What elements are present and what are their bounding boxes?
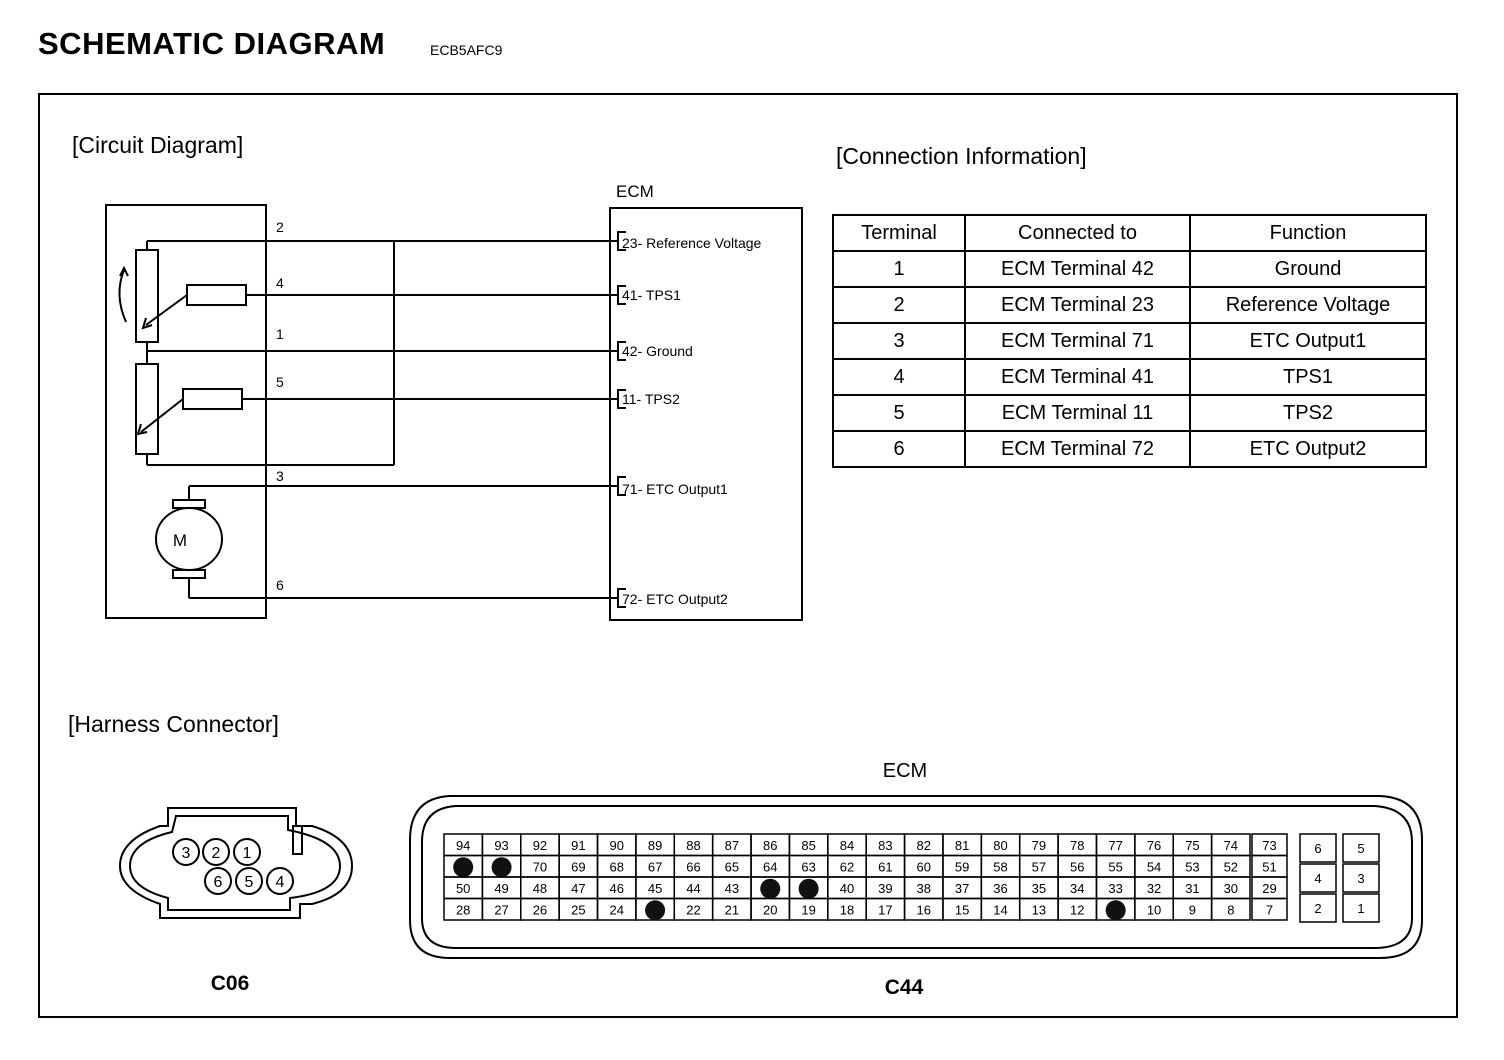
c44-terminal-number: 88	[686, 837, 701, 853]
c44-terminal-number: 36	[993, 880, 1008, 896]
c44-terminal-number: 25	[571, 902, 586, 918]
c44-terminal-number: 76	[1146, 837, 1162, 853]
c44-terminal-number: 82	[916, 837, 931, 853]
c44-terminal-number: 18	[839, 902, 855, 918]
c44-terminal-number: 35	[1031, 880, 1047, 896]
c44-side-terminal-number: 1	[1357, 901, 1365, 916]
c44-terminal-number: 10	[1146, 902, 1162, 918]
table-cell: Reference Voltage	[1190, 287, 1426, 323]
c44-terminal-number: 7	[1265, 902, 1274, 918]
c44-terminal-number: 90	[609, 837, 624, 853]
table-cell: ECM Terminal 23	[965, 287, 1190, 323]
table-cell: ECM Terminal 42	[965, 251, 1190, 287]
c06-connector	[120, 808, 352, 918]
c44-terminal-number: 48	[532, 880, 548, 896]
c44-terminal-number: 27	[494, 902, 509, 918]
ecm-terminal-71: 71- ETC Output1	[622, 481, 728, 497]
c44-terminal-number: 40	[839, 880, 855, 896]
c44-terminal-number: 69	[571, 859, 586, 875]
c44-terminal-number: 51	[1262, 859, 1277, 875]
c44-terminal-number: 19	[801, 902, 816, 918]
c44-terminal-number: 70	[532, 859, 548, 875]
c06-label: C06	[210, 972, 250, 995]
c44-side-terminal-number: 3	[1357, 871, 1365, 886]
page-title: SCHEMATIC DIAGRAM	[38, 26, 386, 61]
c44-unused-cavity-dot	[492, 857, 512, 877]
c44-terminal-number: 21	[724, 902, 740, 918]
c44-terminal-number: 91	[571, 837, 586, 853]
c44-terminal-number: 81	[954, 837, 970, 853]
c44-terminal-number: 53	[1185, 859, 1200, 875]
c06-pin-number: 1	[242, 845, 252, 862]
c44-side-terminal-number: 6	[1314, 841, 1322, 856]
c44-terminal-number: 33	[1108, 880, 1123, 896]
ecm-title: ECM	[616, 182, 654, 201]
c44-unused-cavity-dot	[799, 879, 819, 899]
ecm-terminal-72: 72- ETC Output2	[622, 591, 728, 607]
c44-terminal-number: 61	[878, 859, 893, 875]
c44-terminal-number: 39	[878, 880, 893, 896]
table-cell: ECM Terminal 71	[965, 323, 1190, 359]
table-cell: 3	[833, 323, 965, 359]
table-header: Connected to	[965, 215, 1190, 251]
table-header: Terminal	[833, 215, 965, 251]
motor-label: M	[172, 531, 188, 550]
table-cell: ECM Terminal 72	[965, 431, 1190, 467]
document-code: ECB5AFC9	[430, 42, 503, 58]
c44-terminal-number: 15	[954, 902, 970, 918]
c44-terminal-number: 46	[609, 880, 624, 896]
c44-terminal-number: 47	[571, 880, 586, 896]
c44-terminal-number: 74	[1223, 837, 1239, 853]
c44-terminal-number: 20	[763, 902, 778, 918]
c44-terminal-number: 84	[839, 837, 855, 853]
connection-info-heading: [Connection Information]	[836, 143, 1087, 169]
c44-terminal-number: 30	[1223, 880, 1239, 896]
c44-terminal-number: 58	[993, 859, 1008, 875]
c44-terminal-number: 59	[954, 859, 970, 875]
ecm-terminal-11: 11- TPS2	[622, 391, 680, 407]
harness-ecm-label: ECM	[882, 760, 928, 782]
c44-terminal-number: 29	[1262, 880, 1277, 896]
c44-terminal-number: 62	[839, 859, 855, 875]
c44-terminal-number: 38	[916, 880, 931, 896]
c44-terminal-number: 66	[686, 859, 701, 875]
c44-side-terminal-number: 2	[1314, 901, 1322, 916]
c44-terminal-number: 78	[1070, 837, 1085, 853]
wire-pin-4: 4	[276, 275, 284, 291]
c44-terminal-number: 12	[1070, 902, 1085, 918]
c06-pin-number: 2	[211, 845, 221, 862]
table-cell: 1	[833, 251, 965, 287]
c44-terminal-number: 26	[532, 902, 548, 918]
c44-terminal-number: 17	[878, 902, 893, 918]
c44-side-terminal-number: 4	[1314, 871, 1322, 886]
c44-terminal-number: 55	[1108, 859, 1123, 875]
table-cell: ECM Terminal 41	[965, 359, 1190, 395]
circuit-diagram-heading: [Circuit Diagram]	[72, 132, 244, 158]
c44-terminal-number: 68	[609, 859, 624, 875]
ecm-terminal-41: 41- TPS1	[622, 287, 681, 303]
c44-terminal-number: 28	[455, 902, 471, 918]
harness-connector-heading: [Harness Connector]	[68, 711, 279, 737]
c44-terminal-number: 56	[1070, 859, 1085, 875]
c44-terminal-number: 87	[724, 837, 740, 853]
c44-terminal-number: 80	[993, 837, 1008, 853]
c44-terminal-number: 63	[801, 859, 816, 875]
wire-pin-2: 2	[276, 219, 284, 235]
c44-terminal-number: 65	[724, 859, 740, 875]
c44-terminal-number: 73	[1262, 837, 1277, 853]
c44-terminal-number: 86	[763, 837, 778, 853]
table-header: Function	[1190, 215, 1426, 251]
table-cell: TPS2	[1190, 395, 1426, 431]
wire-pin-5: 5	[276, 374, 284, 390]
c06-pins	[173, 839, 293, 894]
c44-terminal-number: 77	[1108, 837, 1123, 853]
c44-terminal-number: 49	[494, 880, 509, 896]
c44-terminal-number: 75	[1185, 837, 1200, 853]
c44-terminal-number: 92	[532, 837, 548, 853]
c44-terminal-number: 16	[916, 902, 931, 918]
c44-terminal-number: 32	[1146, 880, 1162, 896]
c44-unused-cavity-dot	[645, 900, 665, 920]
c44-terminal-number: 34	[1070, 880, 1085, 896]
c44-terminal-number: 94	[455, 837, 471, 853]
ecm-terminal-42: 42- Ground	[622, 343, 693, 359]
c44-side-terminal-number: 5	[1357, 841, 1365, 856]
c44-terminal-number: 67	[647, 859, 663, 875]
c44-terminal-number: 89	[647, 837, 663, 853]
table-cell: 5	[833, 395, 965, 431]
wire-pin-3: 3	[276, 468, 284, 484]
c44-terminal-number: 64	[763, 859, 778, 875]
c44-unused-cavity-dot	[453, 857, 473, 877]
c44-terminal-grid	[444, 834, 1287, 920]
table-cell: Ground	[1190, 251, 1426, 287]
c06-pin-number: 4	[275, 874, 285, 891]
wire-pin-1: 1	[276, 326, 284, 342]
c44-terminal-number: 83	[878, 837, 893, 853]
c44-terminal-number: 57	[1031, 859, 1047, 875]
table-cell: 4	[833, 359, 965, 395]
c06-pin-number: 5	[244, 874, 254, 891]
c44-unused-cavity-dot	[1106, 900, 1126, 920]
c44-terminal-number: 9	[1188, 902, 1197, 918]
c44-terminal-number: 54	[1146, 859, 1162, 875]
c06-pin-number: 6	[213, 874, 223, 891]
c44-terminal-number: 31	[1185, 880, 1200, 896]
c44-terminal-number: 44	[686, 880, 701, 896]
c44-side-block	[1300, 834, 1379, 922]
c44-terminal-number: 93	[494, 837, 509, 853]
c44-terminal-number: 43	[724, 880, 740, 896]
table-cell: ETC Output2	[1190, 431, 1426, 467]
c44-terminal-number: 14	[993, 902, 1008, 918]
c44-terminal-number: 50	[455, 880, 471, 896]
c44-terminal-number: 45	[647, 880, 663, 896]
table-cell: ECM Terminal 11	[965, 395, 1190, 431]
table-cell: 6	[833, 431, 965, 467]
c44-terminal-number: 79	[1031, 837, 1047, 853]
c44-terminal-number: 60	[916, 859, 931, 875]
c44-terminal-number: 37	[954, 880, 970, 896]
table-cell: TPS1	[1190, 359, 1426, 395]
table-cell: 2	[833, 287, 965, 323]
c44-terminal-number: 24	[609, 902, 624, 918]
c44-label: C44	[884, 976, 924, 999]
wire-pin-6: 6	[276, 577, 284, 593]
c44-unused-cavity-dot	[760, 879, 780, 899]
c44-terminal-number: 85	[801, 837, 816, 853]
c06-pin-number: 3	[181, 845, 191, 862]
c44-terminal-number: 22	[686, 902, 701, 918]
c44-terminal-number: 52	[1223, 859, 1239, 875]
table-cell: ETC Output1	[1190, 323, 1426, 359]
c44-terminal-number: 8	[1227, 902, 1235, 918]
c44-terminal-number: 13	[1031, 902, 1047, 918]
ecm-terminal-23: 23- Reference Voltage	[622, 235, 762, 251]
